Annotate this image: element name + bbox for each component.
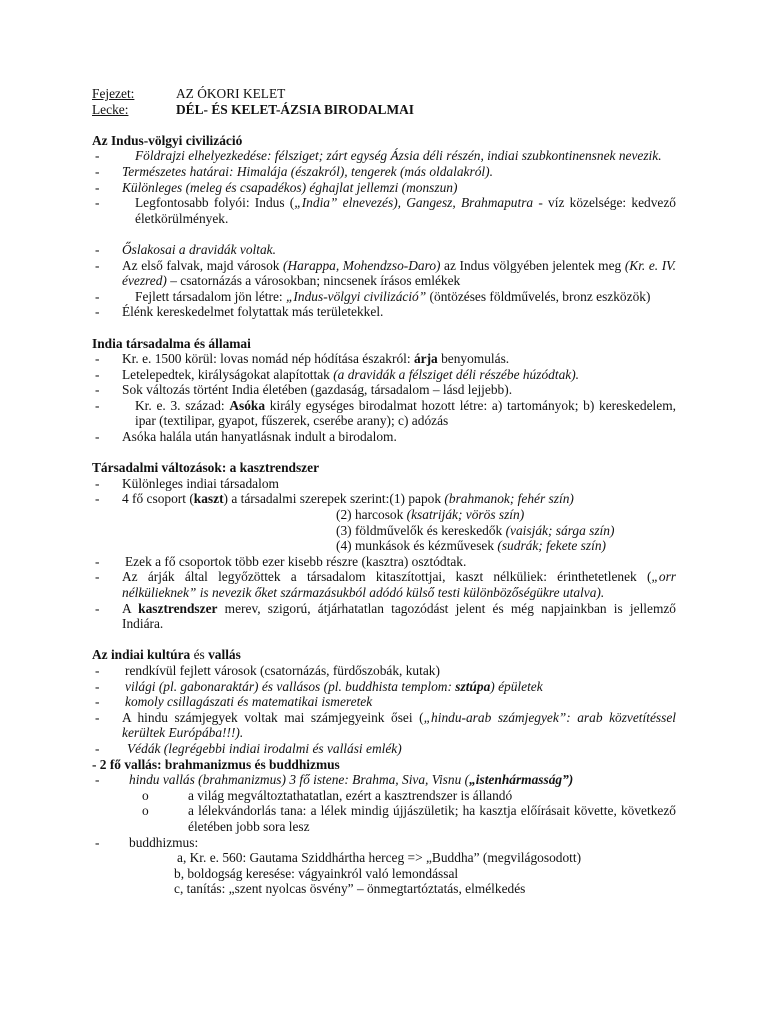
list-item: - hindu vallás (brahmanizmus) 3 fő istene: Brahma, Siva, Visnu („istenhármasság”) — [95, 772, 574, 788]
list-item: - komoly csillagászati és matematikai ismeretek — [95, 694, 373, 710]
list-item: - Ezek a fő csoportok több ezer kisebb részre (kasztra) osztódtak. — [95, 553, 467, 569]
section-title-society: India társadalma és államai — [92, 335, 251, 351]
list-item: - Legfontosabb folyói: Indus („India” elnevezés), Gangesz, Brahmaputra - víz közelsége: kedvező életkörülmények. — [95, 195, 677, 226]
list-item: - Sok változás történt India életében (gazdaság, társadalom – lásd lejjebb). — [95, 382, 513, 398]
list-item: - Természetes határai: Himalája (északról), tengerek (más oldalakról). — [95, 163, 493, 179]
caste-2: (2) harcosok (ksatriják; vörös szín) — [336, 507, 525, 523]
chapter-line — [92, 86, 676, 102]
list-item: - A kasztrendszer merev, szigorú, átjárhatatlan tagozódást jelent és még napjainkban is jellemző Indiára. — [95, 600, 677, 632]
list-item: - Őslakosai a dravidák voltak. — [95, 241, 276, 257]
document-page — [92, 86, 676, 897]
list-item: - Az árják által legyőzöttek a társadalom kitaszítottjai, kaszt nélküliek: érinthetetlenek („orr nélkülieknek” is nevezik őket származásukból adódó külső testi különbözőségükre utalva). — [95, 569, 676, 600]
caste-4: (4) munkások és kézművesek (sudrák; fekete szín) — [336, 538, 606, 554]
list-item: - Az első falvak, majd városok (Harappa, Mohendzso-Daro) az Indus völgyében jelentek meg (Kr. e. IV. évezred) – csatornázás a városokban; nincsenek írásos emlékek — [95, 257, 676, 289]
caste-3: (3) földművelők és kereskedők (vaisják; sárga szín) — [336, 522, 615, 538]
list-item: - Különleges (meleg és csapadékos) éghajlat jellemzi (monszun) — [95, 179, 458, 195]
list-item: - Védák (legrégebbi indiai irodalmi és vallási emlék) — [95, 740, 402, 756]
list-item: - Asóka halála után hanyatlásnak indult a birodalom. — [95, 429, 397, 445]
list-item: - Fejlett társadalom jön létre: „Indus-völgyi civilizáció” (öntözéses földművelés, bronz eszközök) — [95, 288, 651, 304]
list-item: c, tanítás: „szent nyolcas ösvény” – önmegtartóztatás, elmélkedés — [174, 881, 526, 897]
list-item: - A hindu számjegyek voltak mai számjegyeink ősei („hindu-arab számjegyek”: arab közvetítéssel kerültek Európába!!!). — [95, 709, 676, 741]
section-title-caste: Társadalmi változások: a kasztrendszer — [92, 460, 320, 476]
lesson-label: Lecke: — [92, 101, 129, 117]
list-item: - Kr. e. 3. század: Asóka király egységes birodalmat hozott létre: a) tartományok; b) kereskedelem, ipar (textilipar, gyapot, fűszerek, cserébe arany); c) adózás — [95, 397, 676, 429]
section-title-indus: Az Indus-völgyi civilizáció — [92, 132, 243, 148]
lesson-line — [92, 102, 676, 118]
list-item: - Élénk kereskedelmet folytattak más területekkel. — [95, 304, 384, 320]
list-item: - rendkívül fejlett városok (csatornázás, fürdőszobák, kutak) — [95, 662, 440, 678]
caste-1: (1) papok (brahmanok; fehér szín) — [389, 491, 574, 507]
list-item: a, Kr. e. 560: Gautama Sziddhártha herceg => „Buddha” (megvilágosodott) — [177, 850, 582, 866]
religions-heading: - 2 fő vallás: brahmanizmus és buddhizmus — [92, 756, 340, 772]
list-item: b, boldogság keresése: vágyainkról való lemondással — [174, 865, 459, 881]
section-title-culture: Az indiai kultúra és vallás — [92, 647, 241, 663]
list-item: - 4 fő csoport (kaszt) a társadalmi szerepek szerint:(1) papok (brahmanok; fehér szín) — [95, 491, 574, 507]
list-item: o a világ megváltoztathatatlan, ezért a kasztrendszer is állandó — [142, 787, 513, 803]
list-item: - Letelepedtek, királyságokat alapítottak (a dravidák a félsziget déli részébe húzódtak). — [95, 366, 580, 382]
chapter-value: AZ ÓKORI KELET — [176, 86, 286, 101]
list-item: - Földrajzi elhelyezkedése: félsziget; zárt egység Ázsia déli részén, indiai szubkontinensnek nevezik. — [95, 148, 662, 164]
list-item: - világi (pl. gabonaraktár) és vallásos (pl. buddhista templom: sztúpa) épületek — [95, 678, 543, 694]
list-item: - Különleges indiai társadalom — [95, 475, 279, 491]
lesson-value: DÉL- ÉS KELET-ÁZSIA BIRODALMAI — [176, 101, 414, 117]
list-item: - buddhizmus: — [95, 834, 199, 850]
chapter-label: Fejezet: — [92, 86, 135, 101]
list-item: o a lélekvándorlás tana: a lélek mindig újjászületik; ha kasztja előírásait követte, következő életében jobb sora lesz — [142, 803, 676, 834]
list-item: - Kr. e. 1500 körül: lovas nomád nép hódítása északról: árja benyomulás. — [95, 351, 510, 367]
